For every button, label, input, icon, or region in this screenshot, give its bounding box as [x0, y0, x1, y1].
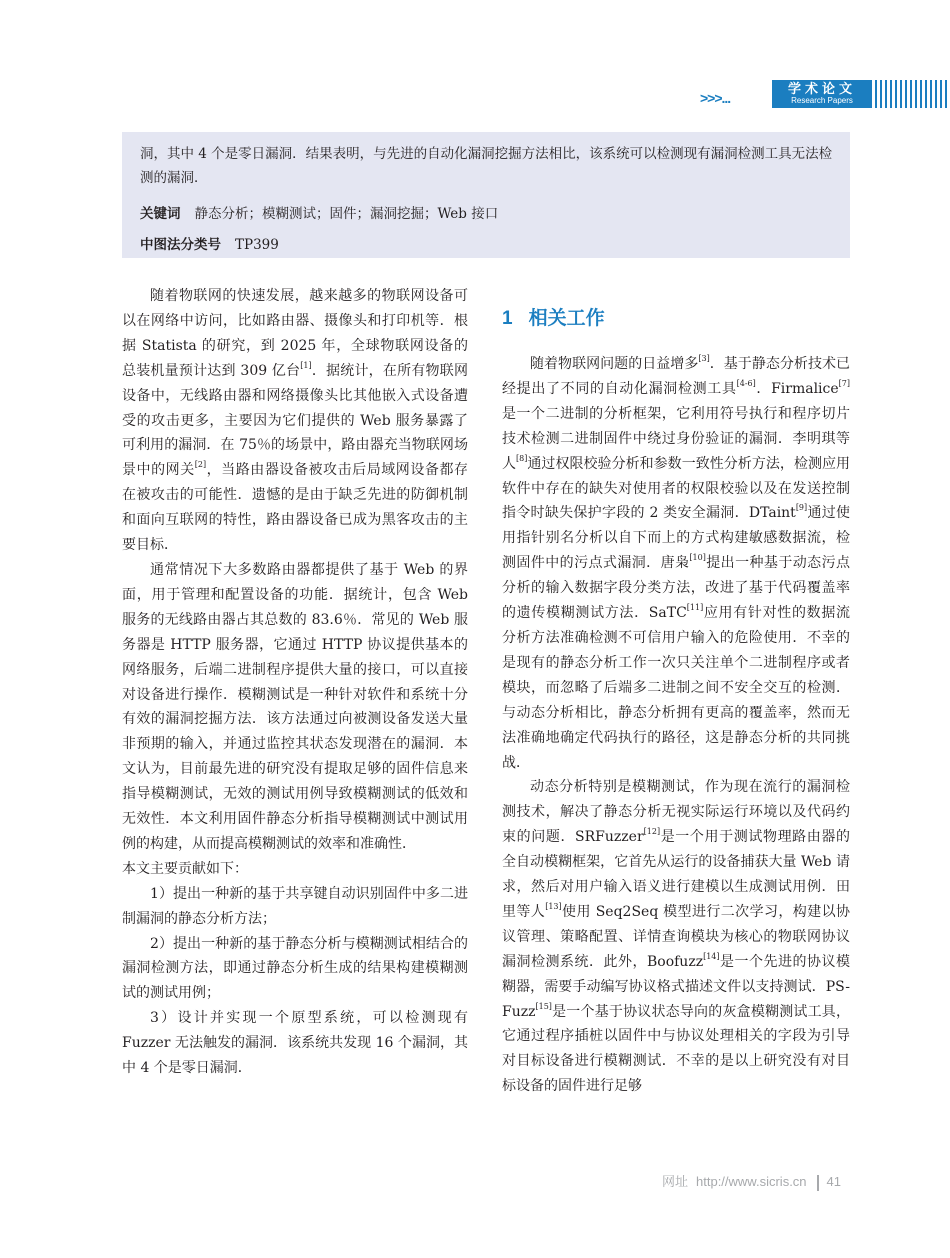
text-run: 使用 Seq2Seq 模型进行二次学习，构建以协议管理、策略配置、详情查询模块为核心的物联网协议漏洞检测系统．此外，Boofuzz [502, 903, 851, 970]
classification-row [140, 233, 279, 253]
text-run: 提出一种基于动态污点分析的输入数据字段分类方法，改进了基于代码覆盖率的遗传模糊测试方法．SaTC [502, 555, 851, 622]
header-label-en: Research Papers [791, 96, 853, 105]
related-work-paragraph-1 [502, 352, 850, 775]
contribution-item-1: 1）提出一种新的基于共享键自动识别固件中多二进制漏洞的静态分析方法； [122, 885, 468, 927]
text-run: ，当路由器设备被攻击后局域网设备都存在被攻击的可能性．遗憾的是由于缺乏先进的防御机制和面向互联网的特性，路由器设备已成为黑客攻击的主要目标． [122, 462, 469, 554]
text-run: 是一个基于协议状态导向的灰盒模糊测试工具，它通过程序插桩以固件中与协议处理相关的字段为引导对目标设备进行模糊测试．不幸的是以上研究没有对目标设备的固件进行足够 [502, 1003, 850, 1095]
citation-ref: [7] [838, 378, 851, 388]
header-label-box [772, 80, 872, 108]
section-heading [502, 303, 605, 330]
header-label-cn: 学术论文 [787, 81, 856, 96]
left-column [122, 284, 468, 1081]
text-run: 是一个先进的协议模糊器，需要手动编写协议格式描述文件以支持测试．PS-Fuzz [502, 953, 851, 1020]
citation-ref: [2] [194, 460, 207, 470]
text-run: 是一个二进制的分析框架，它利用符号执行和程序切片技术检测二进制固件中绕过身份验证的漏洞．李明琪等人 [502, 405, 850, 472]
related-work-paragraph-2 [502, 775, 850, 1099]
header-stripe-decoration [875, 80, 950, 108]
text-run: 通过权限校验分析和参数一致性分析方法，检测应用软件中存在的缺失对使用者的权限校验以及在发送控制指令时缺失保护字段的 2 类安全漏洞．DTaint [502, 455, 851, 522]
contribution-item-2: 2）提出一种新的基于静态分析与模糊测试相结合的漏洞检测方法，即通过静态分析生成的结果构建模糊测试的测试用例； [122, 935, 468, 1002]
text-run: ．据统计，在所有物联网设备中，无线路由器和网络摄像头比其他嵌入式设备遭受的攻击更多，主要因为它们提供的 Web 服务暴露了可利用的漏洞．在 75％的场景中，路由器充当物联网场景中的网关 [122, 362, 468, 479]
footer-site-label: 网址 [662, 1174, 689, 1189]
intro-paragraph-2: 通常情况下大多数路由器都提供了基于 Web 的界面，用于管理和配置设备的功能．据统计，包含 Web 服务的无线路由器占其总数的 83.6％．常见的 Web 服务器是 HTTP 服务器，它通过 HTTP 协议提供基本的网络服务，后端二进制程序提供大量的接口，可以直接对设备进行操作．模糊测试是一种针对软件和系统十分有效的漏洞挖掘方法．该方法通过向被测设备发送大量非预期的输入，并通过监控其状态发现潜在的漏洞．本文认为，目前最先进的研究没有提取足够的固件信息来指导模糊测试，无效的测试用例导致模糊测试的低效和无效性．本文利用固件静态分析指导模糊测试中测试用例的构建，从而提高模糊测试的效率和准确性． [122, 561, 468, 852]
footer-divider [817, 1175, 819, 1191]
text-run: ．基于静态分析技术已经提出了不同的自动化漏洞检测工具 [502, 356, 851, 397]
contributions-intro: 本文主要贡献如下： [122, 860, 248, 877]
text-run: 通过使用指针别名分析以自下而上的方式构建敏感数据流，检测固件中的污点式漏洞．唐枭 [502, 505, 850, 572]
citation-ref: [1] [300, 360, 312, 370]
text-run: 随着物联网的快速发展，越来越多的物联网设备可以在网络中访问，比如路由器、摄像头和打印机等．根据 Statista 的研究，到 2025 年，全球物联网设备的总装机量预计达到 309 亿台 [122, 288, 468, 379]
text-run: 动态分析特别是模糊测试，作为现在流行的漏洞检测技术，解决了静态分析无视实际运行环境以及代码约束的问题．SRFuzzer [502, 779, 850, 846]
text-run: ．Firmalice [755, 380, 839, 397]
journal-section-badge [700, 80, 950, 110]
abstract-tail-text: 洞，其中 4 个是零日漏洞．结果表明，与先进的自动化漏洞挖掘方法相比，该系统可以检测现有漏洞检测工具无法检测的漏洞． [140, 146, 833, 186]
text-run: 随着物联网问题的日益增多 [530, 356, 699, 372]
citation-ref: [13] [545, 901, 562, 911]
contribution-item-3: 3）设计并实现一个原型系统，可以检测现有 Fuzzer 无法触发的漏洞．该系统共发现 16 个漏洞，其中 4 个是零日漏洞． [122, 1010, 468, 1077]
footer-url[interactable]: http://www.sicris.cn [696, 1174, 807, 1189]
citation-ref: [9] [795, 503, 808, 513]
citation-ref: [11] [686, 603, 704, 613]
intro-paragraph-1 [122, 284, 468, 558]
classification-label: 中图法分类号 [140, 237, 221, 252]
section-number: 1 [502, 308, 513, 329]
citation-ref: [12] [643, 827, 661, 837]
keywords-label: 关键词 [140, 206, 181, 221]
text-run: 应用有针对性的数据流分析方法准确检测不可信用户输入的危险使用．不幸的是现有的静态分析工作一次只关注单个二进制程序或者模块，而忽略了后端多二进制之间不安全交互的检测．与动态分析相比，静态分析拥有更高的覆盖率，然而无法准确地确定代码执行的路径，这是静态分析的共同挑战． [502, 605, 850, 771]
citation-ref: [14] [703, 951, 720, 961]
citation-ref: [3] [698, 354, 710, 363]
abstract-box [122, 132, 850, 258]
classification-value: TP399 [235, 237, 279, 253]
right-column [502, 352, 850, 1099]
citation-ref: [15] [535, 1001, 552, 1011]
header-arrows: >>>... [700, 90, 731, 106]
text-run: 是一个用于测试物理路由器的全自动模糊框架，它首先从运行的设备捕获大量 Web 请求，然后对用户输入语义进行建模以生成测试用例．田里等人 [502, 829, 851, 920]
keywords-row [140, 202, 498, 222]
keywords-value: 静态分析；模糊测试；固件；漏洞挖掘；Web 接口 [194, 206, 499, 222]
citation-ref: [8] [516, 453, 528, 463]
page-footer [662, 1171, 841, 1191]
section-title: 相关工作 [528, 308, 605, 329]
citation-ref: [4-6] [736, 378, 756, 388]
citation-ref: [10] [689, 553, 706, 563]
page-number: 41 [826, 1174, 842, 1189]
